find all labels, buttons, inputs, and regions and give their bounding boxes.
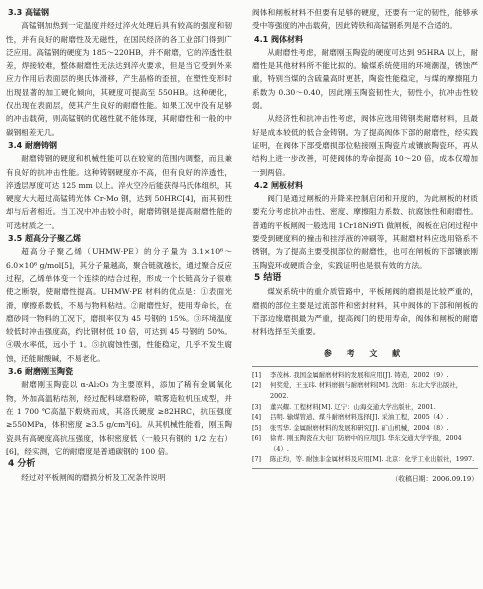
reference-item (252, 412, 478, 423)
reference-number: [3] (252, 402, 262, 411)
paragraph-analysis: 经过对平板闸阀的磨损分析及工况条件说明 (21, 473, 166, 483)
reference-item (252, 454, 478, 465)
paragraph-valve-body-2: 从经济性和抗冲击性考虑，阀体应选用铸钢类耐磨材料，且最好是成本较低的低合金铸钢。为了提高阀体下部的耐磨性，经实践证明，在阀体下部受磨损部位粘接刚玉陶瓷片或镶嵌陶瓷环，再从结构上进一步改善，可使阀体的寿命提高 10～20 倍，成本仅增加一到两倍。 (252, 114, 478, 177)
section-heading-3-4: 3.4 耐磨铸钢 (8, 140, 57, 150)
reference-item (252, 423, 478, 434)
reference-number: [7] (252, 455, 262, 464)
reference-text: 徐青. 刚玉陶瓷在大电厂防磨中的应用[J]. 华东交通大学学报，2004（4）. (270, 434, 462, 453)
paragraph-valve-body-1: 从耐磨性考虑，耐磨刚玉陶瓷的硬度可达到 95HRA 以上，耐磨性是其他材料所不能比拟的。输煤系统使用的环境潮湿，锈蚀严重，特别当煤的含硫量高时更甚，陶瓷性能稳定，与煤的摩擦阻力系数为 0.30～0.40，因此刚玉陶瓷韧性大，韧性小，抗冲击性较弱。 (252, 47, 478, 111)
reference-number: [1] (252, 370, 262, 379)
section-heading-3-3: 3.3 高锰钢 (8, 8, 49, 17)
references-title: 参 考 文 献 (323, 348, 407, 359)
paragraph-gate-plate: 阀门是通过闸板的升降来控制启闭和开度的，为此闸板的材质要充分考虑抗冲击性、密度、摩擦阻力系数、抗腐蚀性和耐磨性。普通的平板闸阀一般选用 1Cr18Ni9Ti 做闸板，阀板在启闭过程中要受到硬度料的撞击和挂浮液的冲刷等，其耐磨材料应选用铬系不锈钢，为了提高主要受损部位的耐磨性，也可在闸板的下部镶嵌刚玉陶瓷环或硬质合金，实践证明也是很有效的方法。 (252, 194, 478, 270)
reference-number: [4] (252, 413, 262, 422)
right-column (252, 6, 478, 486)
paragraph-corundum-ceramic: 耐磨刚玉陶瓷以 α-Al₂O₃ 为主要原料，添加了稀有金属氧化物，外加高温粘结剂，经过配料球磨粉碎，喷雾造粒机压成型，并在 1 700 ℃高温下煅烧而成，其洛氏硬度 ≥82HRC，抗压强度 ≥550MPa，体积密度 ≥3.5 g/cm³[6]。从其机械性能看，刚玉陶瓷具有高硬度高抗压强度，体积密度低（一般只有钢的 1/2 左右）[6]，经实测，它的耐磨度是普通碳钢的 100 倍。 (6, 380, 232, 456)
reference-number: [2] (252, 381, 262, 390)
reference-item (252, 402, 478, 413)
paragraph-continued: 阀体和闸板材料不但要有足够的硬度，还要有一定的韧性，能够承受中等强度的冲击载荷，因此铸铁和高锰钢系列是不合适的。 (252, 8, 478, 31)
reference-text: 何奖爱，王玉玮. 材料磨损与耐磨材料[M]. 沈阳：东北大学出版社，2002. (270, 381, 463, 400)
reference-number: [6] (252, 434, 262, 443)
left-column (6, 6, 232, 485)
paragraph-conclusion: 煤炭系统中的重介质管路中，平板闸阀的磨损是比较严重的，磨损的部位主要是过流部件和密封材料，其中阀体的下部和闸板的下部边缘磨损最为严重，提高阀门的使用寿命，阀体和闸板的耐磨材料选择至关重要。 (252, 287, 478, 337)
references-divider (252, 366, 478, 367)
section-heading-3-6: 3.6 耐磨刚玉陶瓷 (8, 367, 73, 377)
section-heading-4-1: 4.1 阀体材料 (254, 34, 303, 44)
section-heading-3-5: 3.5 超高分子聚乙烯 (8, 234, 81, 244)
paragraph-high-manganese-steel: 高锰钢加热到一定温度并经过淬火处理后具有较高的强度和韧性，并有良好的耐磨性及无磁性，在国民经济的各工业部门得到广泛应用。高锰钢的硬度为 185～220HB，并不耐磨，它的淬透性很差，焊接较难，整体耐磨性无法达到淬火要求，但是当它受到外来应力作用后表面层的奥氏体滑移，产生晶格的歪扭，在塑性变形时出现显著的加工硬化倾向，其硬度可提高至 550HB。这种硬化，仅出现在表面层，使其产生良好的耐磨性能。如果工况中没有足够的冲击载荷，则高锰钢的优越性就不能体现，其耐磨性和一般的中碳钢相差无几。 (6, 21, 232, 137)
reference-item (252, 433, 478, 454)
reference-text: 吕明. 输煤管道、煤斗耐磨材料选择[J]. 采油工程，2005（4）. (270, 413, 449, 422)
paragraph-uhmwpe: 超高分子聚乙烯（UHMW·PE）的分子量为 3.1×10⁶～6.0×10⁶ g/mol[5]，其分子量越高，聚合链就越长，通过聚合反应过程，乙烯单体变一个连续的结合过程，形成一个长链高分子很难使之断裂，使耐磨性提高。UHMW·PE 材料的优点是：①表面光滑，摩擦系数低，不易与物料粘结。②耐磨性好，使用寿命长，在磨砂同一物料的工况下，磨损率仅为 45 号钢的 15%。③环境温度较低时冲击强度高，约比钢材低 10 倍，可达到 45 号钢的 50%。④吸水率低，远小于 1。⑤抗腐蚀性强，性能稳定，几乎不发生腐蚀，还能耐酸碱，不易老化。 (6, 247, 232, 363)
section-heading-4: 4 分析 (8, 459, 36, 470)
reference-item (252, 380, 478, 401)
section-heading-5: 5 结语 (254, 272, 282, 283)
reference-item (252, 370, 478, 381)
paragraph-wear-resistant-cast-steel: 耐磨铸钢的硬度和机械性能可以在较宽的范围内调整，而且兼有良好的抗冲击性能。这种铸钢硬度亦不高，但有良好的淬透性，淬透层厚度可达 125 mm 以上。淬火空冷后能获得马氏体组织，其硬度大大超过高锰铸光体 Cr-Mo 钢，达到 50HRC[4]，而其韧性却与后者相近。当工况中冲击较小时，耐磨铸钢是提高耐磨性能的可选材质之一。 (6, 154, 232, 230)
reference-text: 董兴耀. 工程材料[M]. 辽宁：山海交通大学出版社，2001. (270, 402, 436, 411)
references-list (252, 370, 478, 465)
reference-number: [5] (252, 423, 262, 432)
section-heading-4-2: 4.2 闸板材料 (254, 180, 303, 190)
reference-text: 陈正均，等. 耐蚀非金属材料及应用[M]. 北京：化学工业出版社，1997. (270, 455, 475, 464)
references-bottom-divider (252, 468, 478, 469)
reference-text: 张雪华. 金属耐磨材料的发展和研究[J]. 矿山机械，2004（8）. (270, 423, 449, 432)
reference-text: 李茂林. 我国金属耐磨材料的发展和应用[J]. 铸造，2002（9）. (270, 370, 449, 379)
received-date: （收稿日期：2006.09.19） (391, 475, 478, 484)
